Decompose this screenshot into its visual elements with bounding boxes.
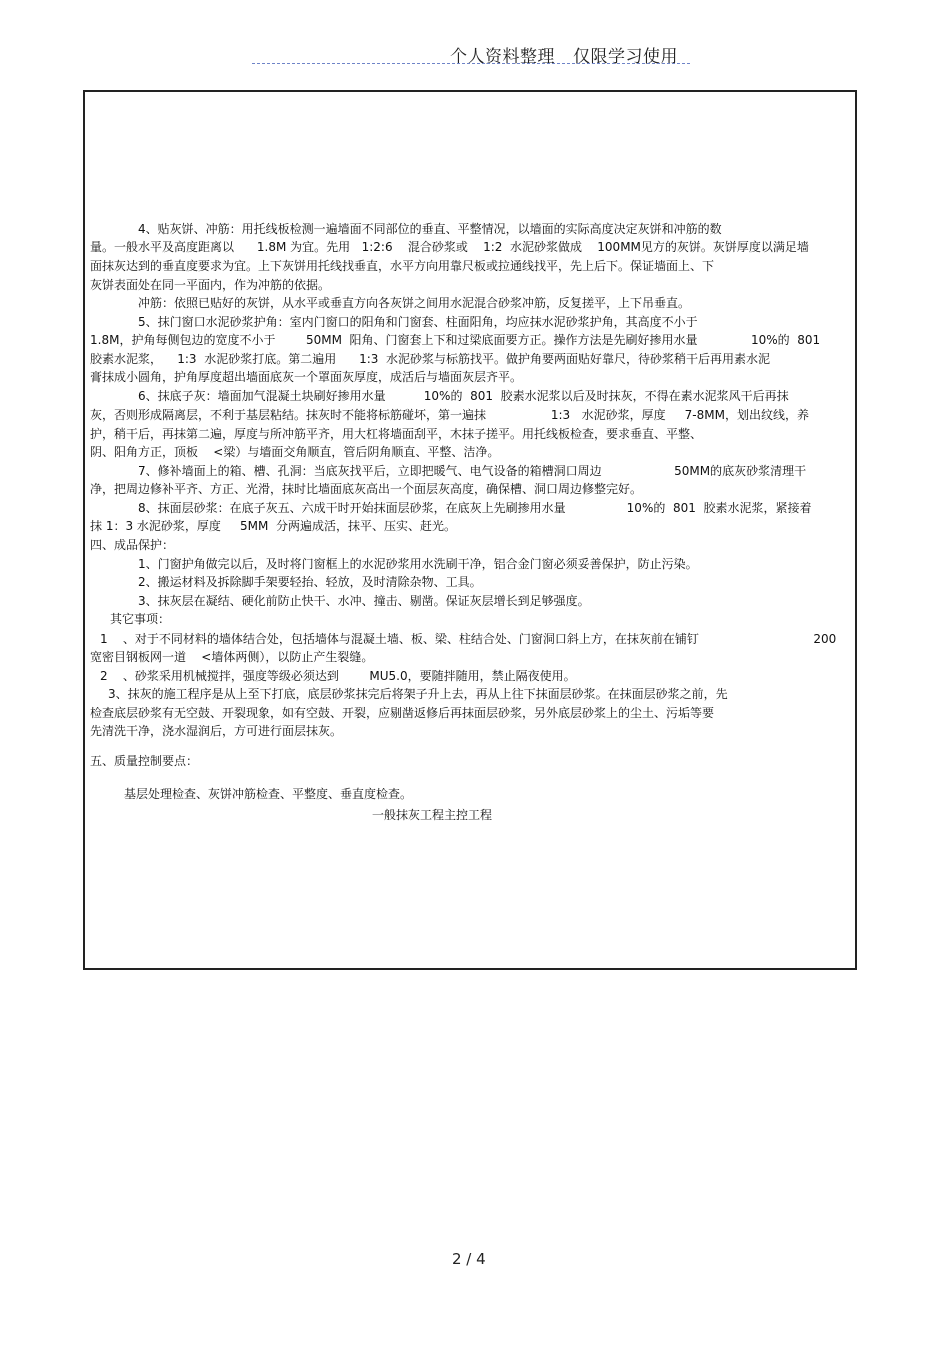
paragraph-line: 膏抹成小圆角，护角厚度超出墙面底灰一个罩面灰厚度，成活后与墙面灰层齐平。 [90, 370, 523, 384]
paragraph-line: 抹 1：3 水泥砂浆，厚度 5MM 分两遍成活，抹平、压实、赶光。 [90, 519, 456, 533]
header-left-text: 个人资料整理 [450, 47, 555, 67]
paragraph-line: 宽密目钢板网一道 <墙体两侧），以防止产生裂缝。 [90, 650, 374, 664]
paragraph-line: 6、抹底子灰：墙面加气混凝土块刷好掺用水量 10%的 801 胶素水泥浆以后及时抹灰，不得在素水泥浆风干后再抹 [138, 389, 789, 403]
paragraph-line: 8、抹面层砂浆：在底子灰五、六成干时开始抹面层砂浆，在底灰上先刷掺用水量 10%的 801 胶素水泥浆，紧接着 [138, 501, 812, 515]
paragraph-line: 1、门窗护角做完以后，及时将门窗框上的水泥砂浆用水洗刷干净，铝合金门窗必须妥善保护，防止污染。 [138, 557, 698, 571]
paragraph-line: 先清洗干净，浇水湿润后，方可进行面层抹灰。 [90, 724, 343, 738]
paragraph-line: 5、抹门窗口水泥砂浆护角：室内门窗口的阳角和门窗套、柱面阳角，均应抹水泥砂浆护角，其高度不小于 [138, 315, 698, 329]
header-rule [252, 63, 690, 64]
paragraph-line: 量。一般水平及高度距离以 1.8M 为宜。先用 1:2:6 混合砂浆或 1:2 水泥砂浆做成 100MM见方的灰饼。灰饼厚度以满足墙 [90, 240, 809, 254]
paragraph-line: 灰，否则形成隔离层，不利于基层粘结。抹灰时不能将标筋碰坏，第一遍抹 1:3 水泥砂浆，厚度 7-8MM，划出纹线，养 [90, 408, 809, 422]
paragraph-line: 检查底层砂浆有无空鼓、开裂现象，如有空鼓、开裂，应剔凿返修后再抹面层砂浆，另外底层砂浆上的尘土、污垢等要 [90, 706, 715, 720]
section-heading: 其它事项： [110, 612, 171, 626]
paragraph-line: 7、修补墙面上的箱、槽、孔洞：当底灰找平后，立即把暖气、电气设备的箱槽洞口周边 50MM的底灰砂浆清理干 [138, 464, 807, 478]
paragraph-line: 3、抹灰的施工程序是从上至下打底，底层砂浆抹完后将架子升上去，再从上往下抹面层砂浆。在抹面层砂浆之前，先 [108, 687, 728, 701]
paragraph-line: 2、搬运材料及拆除脚手架要轻抬、轻放，及时清除杂物、工具。 [138, 575, 482, 589]
paragraph-line: 灰饼表面处在同一平面内，作为冲筋的依据。 [90, 278, 331, 292]
paragraph-line: 胶素水泥浆， 1:3 水泥砂浆打底。第二遍用 1:3 水泥砂浆与标筋找平。做护角要两面贴好靠尺，待砂浆稍干后再用素水泥 [90, 352, 771, 366]
paragraph-line: 净，把周边修补平齐、方正、光滑，抹时比墙面底灰高出一个面层灰高度，确保槽、洞口周边修整完好。 [90, 482, 643, 496]
section-heading: 四、成品保护： [90, 538, 175, 552]
paragraph-line: 1 、对于不同材料的墙体结合处，包括墙体与混凝土墙、板、梁、柱结合处、门窗洞口斜上方，在抹灰前在铺钉 200 [100, 632, 837, 646]
paragraph-line: 面抹灰达到的垂直度要求为宜。上下灰饼用托线找垂直，水平方向用靠尺板或拉通线找平，先上后下。保证墙面上、下 [90, 259, 715, 273]
paragraph-line: 基层处理检查、灰饼冲筋检查、平整度、垂直度检查。 [124, 787, 413, 801]
paragraph-line: 冲筋：依照已贴好的灰饼，从水平或垂直方向各灰饼之间用水泥混合砂浆冲筋，反复搓平，上下吊垂直。 [138, 296, 691, 310]
paragraph-line: 阴、阳角方正，顶板 <梁）与墙面交角顺直，管后阴角顺直、平整、洁净。 [90, 445, 500, 459]
page-number: 2 / 4 [452, 1250, 486, 1268]
paragraph-line: 护，稍干后，再抹第二遍，厚度与所冲筋平齐，用大杠将墙面刮平，木抹子搓平。用托线板检查，要求垂直、平整、 [90, 427, 703, 441]
section-heading: 五、质量控制要点： [90, 754, 199, 768]
paragraph-line: 1.8M，护角每侧包边的宽度不小于 50MM 阳角、门窗套上下和过梁底面要方正。操作方法是先刷好掺用水量 10%的 801 [90, 333, 821, 347]
header-right-text: 仅限学习使用 [573, 47, 678, 67]
paragraph-line: 2 、砂浆采用机械搅拌，强度等级必须达到 MU5.0，要随拌随用，禁止隔夜使用。 [100, 669, 576, 683]
paragraph-line: 一般抹灰工程主控工程 [372, 808, 493, 822]
paragraph-line: 4、贴灰饼、冲筋：用托线板检测一遍墙面不同部位的垂直、平整情况，以墙面的实际高度决定灰饼和冲筋的数 [138, 222, 722, 236]
paragraph-line: 3、抹灰层在凝结、硬化前防止快干、水冲、撞击、剔凿。保证灰层增长到足够强度。 [138, 594, 590, 608]
